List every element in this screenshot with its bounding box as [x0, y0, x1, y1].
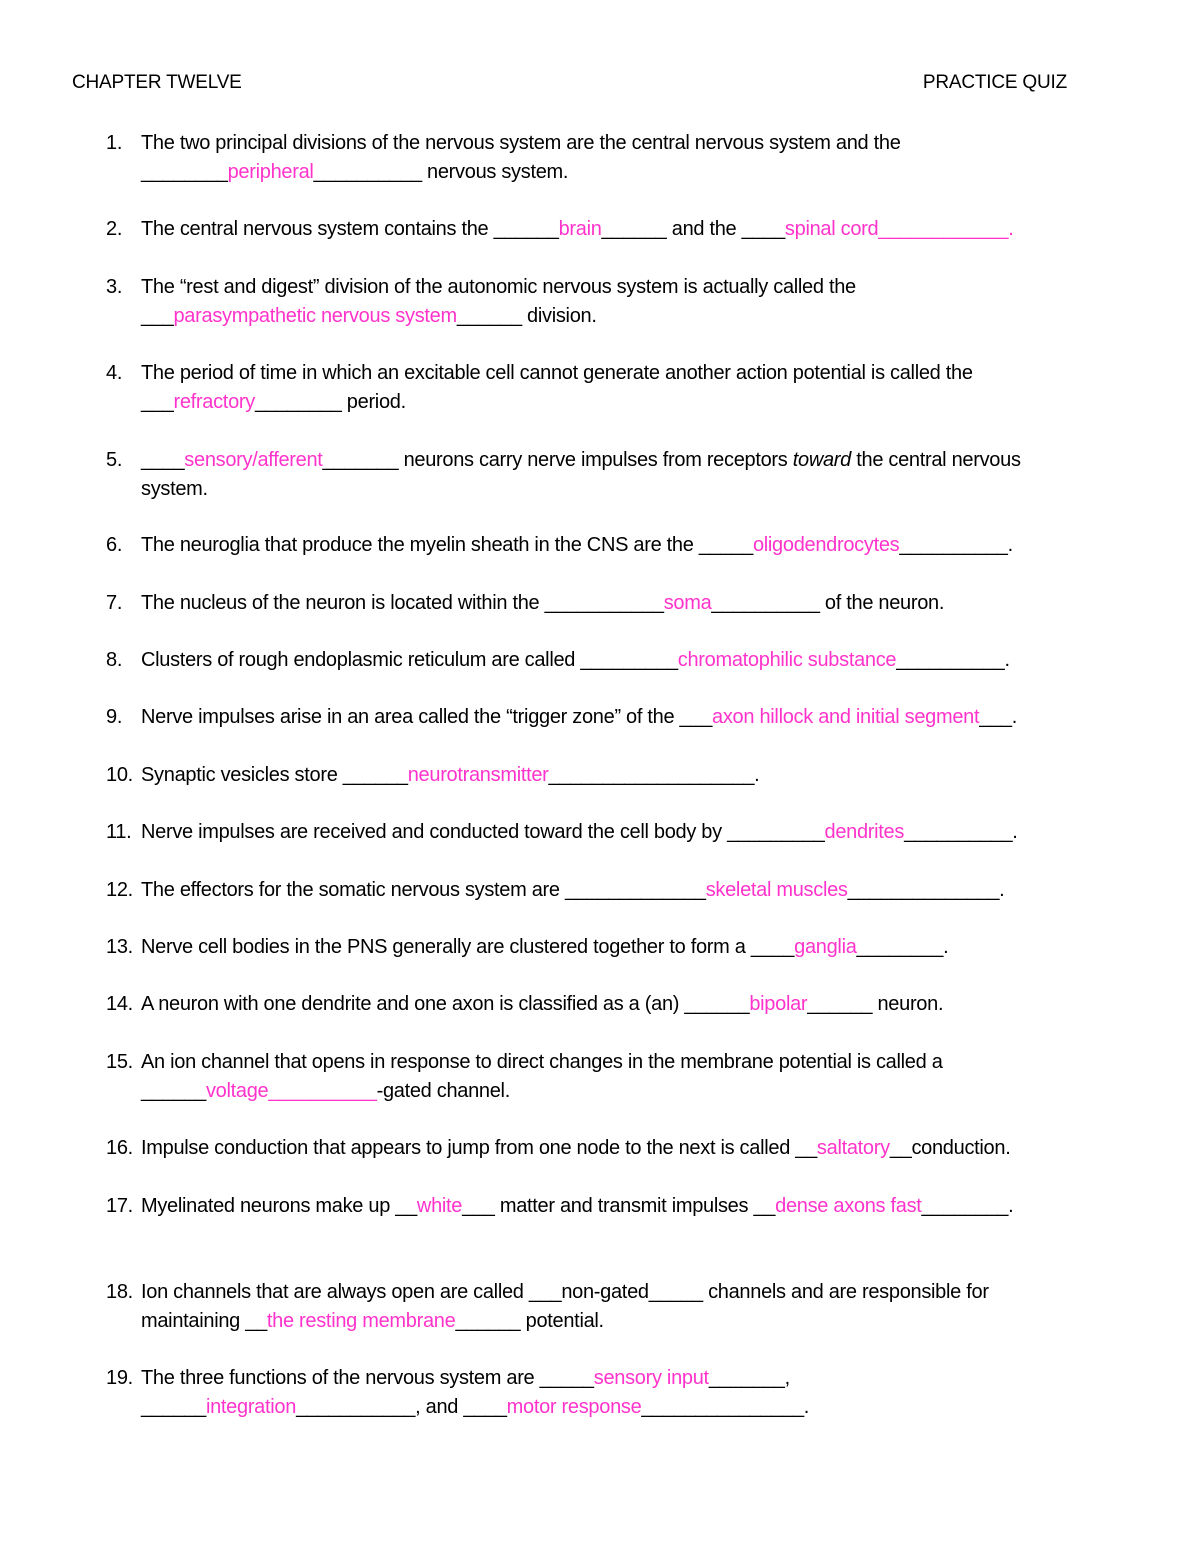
answer-text: bipolar [749, 993, 808, 1015]
question-text: Myelinated neurons make up __ [141, 1195, 417, 1217]
question-text: ___________________. [548, 764, 760, 786]
answer-text: white [416, 1195, 463, 1217]
answer-text: spinal cord____________. [784, 218, 1014, 240]
question-text: ___________, and ____ [296, 1396, 507, 1418]
answer-text: saltatory [816, 1137, 890, 1159]
question-text: __________. [899, 534, 1013, 556]
question-number: 11. [106, 821, 132, 843]
question-line [141, 1077, 1146, 1106]
answer-text: soma [663, 592, 712, 614]
question-text: _______ neurons carry nerve impulses from receptors [322, 449, 793, 471]
question-line [141, 215, 1146, 244]
question-number: 2. [106, 218, 123, 240]
answer-text: sensory input [593, 1367, 709, 1389]
question-14 [106, 990, 1146, 1019]
answer-text: motor response [506, 1396, 642, 1418]
question-number: 13. [106, 936, 133, 958]
question-2 [106, 215, 1146, 244]
question-text: Nerve cell bodies in the PNS generally are clustered together to form a ____ [141, 936, 795, 958]
question-text: ___ [141, 305, 174, 327]
question-text: The three functions of the nervous system are _____ [141, 1367, 594, 1389]
question-number: 8. [106, 649, 123, 671]
answer-text: skeletal muscles [705, 879, 848, 901]
question-line [141, 359, 1146, 388]
question-number: 5. [106, 449, 123, 471]
question-line [141, 818, 1146, 847]
answer-text: dense axons fast [775, 1195, 922, 1217]
answer-text: the resting membrane [266, 1310, 456, 1332]
question-line [141, 589, 1146, 618]
question-text: Nerve impulses arise in an area called the “trigger zone” of the ___ [141, 706, 713, 728]
question-18 [106, 1278, 1146, 1336]
question-number: 7. [106, 592, 123, 614]
question-7 [106, 589, 1146, 618]
question-text: __________ nervous system. [313, 161, 569, 183]
answer-text: neurotransmitter [407, 764, 549, 786]
question-line [141, 1307, 1146, 1336]
question-number: 19. [106, 1367, 133, 1389]
question-text: -gated channel. [376, 1080, 510, 1102]
question-text: Synaptic vesicles store ______ [141, 764, 408, 786]
answer-text: axon hillock and initial segment [712, 706, 980, 728]
question-text: ______ [141, 1396, 206, 1418]
question-number: 12. [106, 879, 133, 901]
question-text: __conduction. [889, 1137, 1011, 1159]
question-line [141, 446, 1146, 475]
question-15 [106, 1048, 1146, 1106]
question-text: An ion channel that opens in response to direct changes in the membrane potential is called a [141, 1051, 943, 1073]
answer-text: ganglia [794, 936, 857, 958]
question-line [141, 1134, 1146, 1163]
answer-text: parasympathetic nervous system [173, 305, 457, 327]
emphasis-text: toward [792, 449, 851, 471]
question-line [141, 1192, 1146, 1221]
question-line [141, 1048, 1146, 1077]
question-text: Impulse conduction that appears to jump from one node to the next is called __ [141, 1137, 817, 1159]
question-text: Clusters of rough endoplasmic reticulum are called _________ [141, 649, 678, 671]
question-17 [106, 1192, 1146, 1221]
question-text: maintaining __ [141, 1310, 267, 1332]
question-line [141, 990, 1146, 1019]
question-text: ______________. [847, 879, 1005, 901]
question-line [141, 475, 1146, 504]
question-text: ______ neuron. [807, 993, 944, 1015]
question-text: The period of time in which an excitable cell cannot generate another action potential is called the [141, 362, 973, 384]
answer-text: sensory/afferent [184, 449, 323, 471]
question-text: _______, [708, 1367, 790, 1389]
question-1 [106, 129, 1146, 187]
answer-text: peripheral [227, 161, 314, 183]
question-text: The nucleus of the neuron is located within the ___________ [141, 592, 664, 614]
answer-text: dendrites [824, 821, 905, 843]
question-number: 17. [106, 1195, 133, 1217]
question-4 [106, 359, 1146, 417]
question-text: __________. [904, 821, 1018, 843]
answer-text: refractory [173, 391, 255, 413]
question-line [141, 302, 1146, 331]
question-text: Nerve impulses are received and conducted toward the cell body by _________ [141, 821, 825, 843]
chapter-title: CHAPTER TWELVE [72, 72, 242, 93]
question-text: ______ division. [456, 305, 597, 327]
question-text: ______ and the ____ [601, 218, 785, 240]
question-line [141, 388, 1146, 417]
question-9 [106, 703, 1146, 732]
question-text: __________ of the neuron. [711, 592, 945, 614]
question-6 [106, 531, 1146, 560]
question-text: The “rest and digest” division of the autonomic nervous system is actually called the [141, 276, 856, 298]
answer-text: voltage__________ [205, 1080, 377, 1102]
question-text: the central nervous [850, 449, 1021, 471]
question-text: ___ matter and transmit impulses __ [462, 1195, 776, 1217]
question-number: 9. [106, 706, 123, 728]
question-number: 6. [106, 534, 123, 556]
answer-text: chromatophilic substance [677, 649, 897, 671]
question-number: 14. [106, 993, 133, 1015]
question-text: ____ [141, 449, 185, 471]
question-12 [106, 876, 1146, 905]
question-text: A neuron with one dendrite and one axon is classified as a (an) ______ [141, 993, 750, 1015]
question-5 [106, 446, 1146, 504]
question-text: ___ [141, 391, 174, 413]
question-line [141, 876, 1146, 905]
question-number: 10. [106, 764, 133, 786]
question-10 [106, 761, 1146, 790]
question-text: Ion channels that are always open are called ___non-gated_____ channels and are responsible for [141, 1281, 989, 1303]
question-8 [106, 646, 1146, 675]
question-text: The effectors for the somatic nervous system are _____________ [141, 879, 706, 901]
question-text: ___. [979, 706, 1017, 728]
question-text: The neuroglia that produce the myelin sheath in the CNS are the _____ [141, 534, 753, 556]
question-number: 16. [106, 1137, 133, 1159]
question-line [141, 531, 1146, 560]
question-line [141, 158, 1146, 187]
question-11 [106, 818, 1146, 847]
question-line [141, 933, 1146, 962]
question-number: 15. [106, 1051, 133, 1073]
question-line [141, 1364, 1146, 1393]
question-text: The central nervous system contains the ______ [141, 218, 559, 240]
question-text: ______ [141, 1080, 206, 1102]
question-text: ________. [921, 1195, 1014, 1217]
question-line [141, 761, 1146, 790]
question-line [141, 273, 1146, 302]
question-number: 1. [106, 132, 123, 154]
question-text: The two principal divisions of the nervous system are the central nervous system and the [141, 132, 901, 154]
question-number: 4. [106, 362, 123, 384]
question-number: 18. [106, 1281, 133, 1303]
question-text: _______________. [641, 1396, 810, 1418]
answer-text: integration [205, 1396, 297, 1418]
question-line [141, 1393, 1146, 1422]
question-text: ______ potential. [455, 1310, 604, 1332]
quiz-title: PRACTICE QUIZ [922, 72, 1067, 93]
question-text: system. [141, 478, 208, 500]
question-16 [106, 1134, 1146, 1163]
page-header [72, 72, 1067, 94]
question-13 [106, 933, 1146, 962]
question-text: ________ [141, 161, 228, 183]
question-number: 3. [106, 276, 123, 298]
question-19 [106, 1364, 1146, 1422]
question-text: ________ period. [254, 391, 406, 413]
answer-text: brain [558, 218, 602, 240]
question-text: __________. [896, 649, 1010, 671]
question-line [141, 646, 1146, 675]
question-text: ________. [856, 936, 949, 958]
question-line [141, 1278, 1146, 1307]
question-line [141, 703, 1146, 732]
question-3 [106, 273, 1146, 331]
question-line [141, 129, 1146, 158]
answer-text: oligodendrocytes [752, 534, 900, 556]
